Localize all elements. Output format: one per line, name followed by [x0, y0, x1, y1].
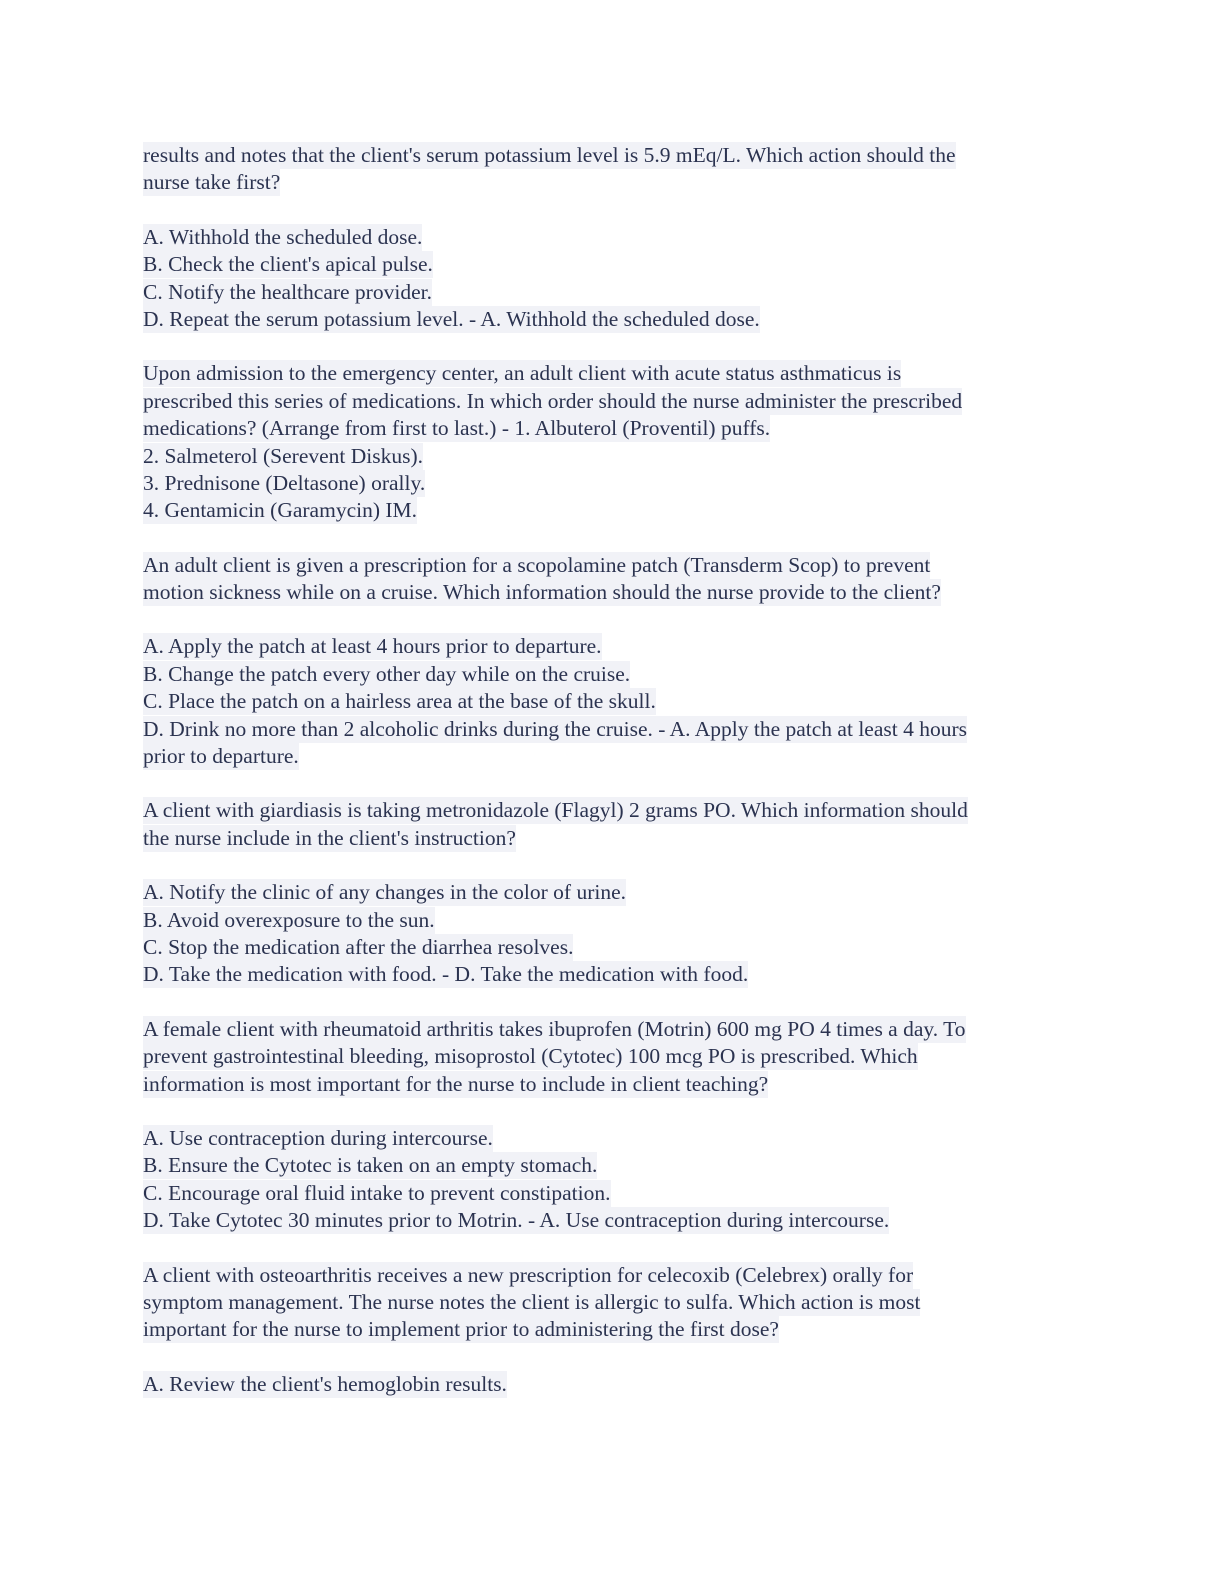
text-line-content: nurse take first? — [143, 170, 281, 195]
text-line-content: D. Repeat the serum potassium level. - A. Withhold the scheduled dose. — [143, 306, 760, 331]
text-line-content: D. Take the medication with food. - D. Take the medication with food. — [143, 962, 749, 987]
text-line — [143, 961, 1083, 988]
text-line — [143, 797, 1083, 824]
text-line — [143, 1207, 1083, 1234]
text-line — [143, 279, 1083, 306]
text-line-content: medications? (Arrange from first to last.) - 1. Albuterol (Proventil) puffs. — [143, 416, 771, 441]
text-line — [143, 661, 1083, 688]
text-block — [143, 360, 1083, 524]
text-line-content: information is most important for the nurse to include in client teaching? — [143, 1071, 769, 1096]
text-line — [143, 470, 1083, 497]
text-block — [143, 552, 1083, 607]
text-block — [143, 142, 1083, 197]
document-body — [143, 142, 1083, 1425]
text-line-content: A. Withhold the scheduled dose. — [143, 224, 423, 249]
text-line-content: B. Check the client's apical pulse. — [143, 252, 433, 277]
text-line-content: A. Notify the clinic of any changes in the color of urine. — [143, 880, 627, 905]
text-line-content: 3. Prednisone (Deltasone) orally. — [143, 470, 426, 495]
text-line — [143, 1371, 1083, 1398]
text-line-content: A. Apply the patch at least 4 hours prior to departure. — [143, 634, 602, 659]
text-line — [143, 224, 1083, 251]
text-line — [143, 497, 1083, 524]
text-line-content: C. Stop the medication after the diarrhea resolves. — [143, 934, 574, 959]
text-line-content: B. Avoid overexposure to the sun. — [143, 907, 435, 932]
text-block — [143, 1262, 1083, 1344]
text-line-content: symptom management. The nurse notes the client is allergic to sulfa. Which action is most — [143, 1289, 921, 1314]
text-line-content: the nurse include in the client's instruction? — [143, 825, 516, 850]
text-line-content: C. Place the patch on a hairless area at the base of the skull. — [143, 689, 656, 714]
text-line-content: prevent gastrointestinal bleeding, misoprostol (Cytotec) 100 mcg PO is prescribed. Which — [143, 1044, 918, 1069]
text-line — [143, 306, 1083, 333]
text-block — [143, 797, 1083, 852]
text-line-content: C. Encourage oral fluid intake to prevent constipation. — [143, 1180, 611, 1205]
text-line-content: Upon admission to the emergency center, an adult client with acute status asthmaticus is — [143, 361, 902, 386]
text-block — [143, 1125, 1083, 1235]
text-line — [143, 1125, 1083, 1152]
text-line — [143, 415, 1083, 442]
text-line-content: A client with osteoarthritis receives a new prescription for celecoxib (Celebrex) orally for — [143, 1262, 914, 1287]
text-line — [143, 1262, 1083, 1289]
text-line — [143, 688, 1083, 715]
text-line — [143, 388, 1083, 415]
text-line-content: An adult client is given a prescription for a scopolamine patch (Transderm Scop) to prevent — [143, 552, 931, 577]
text-line — [143, 879, 1083, 906]
text-line — [143, 1316, 1083, 1343]
text-line-content: A female client with rheumatoid arthritis takes ibuprofen (Motrin) 600 mg PO 4 times a day. To — [143, 1016, 966, 1041]
text-line — [143, 552, 1083, 579]
text-line-content: B. Ensure the Cytotec is taken on an empty stomach. — [143, 1153, 598, 1178]
text-line-content: A client with giardiasis is taking metronidazole (Flagyl) 2 grams PO. Which information should — [143, 798, 968, 823]
text-line-content: D. Take Cytotec 30 minutes prior to Motrin. - A. Use contraception during intercourse. — [143, 1208, 890, 1233]
text-line-content: A. Review the client's hemoglobin results. — [143, 1371, 507, 1396]
text-line-content: prior to departure. — [143, 744, 299, 769]
text-line-content: prescribed this series of medications. In which order should the nurse administer the prescribed — [143, 388, 963, 413]
text-block — [143, 633, 1083, 770]
text-line — [143, 716, 1083, 743]
text-line — [143, 1180, 1083, 1207]
text-line-content: A. Use contraception during intercourse. — [143, 1125, 493, 1150]
text-block — [143, 224, 1083, 334]
text-line — [143, 1071, 1083, 1098]
text-block — [143, 1016, 1083, 1098]
text-line-content: motion sickness while on a cruise. Which information should the nurse provide to the client? — [143, 580, 941, 605]
text-line — [143, 907, 1083, 934]
text-line — [143, 934, 1083, 961]
text-line — [143, 579, 1083, 606]
text-line-content: 2. Salmeterol (Serevent Diskus). — [143, 443, 424, 468]
text-block — [143, 879, 1083, 989]
text-line — [143, 825, 1083, 852]
text-line — [143, 743, 1083, 770]
text-line-content: C. Notify the healthcare provider. — [143, 279, 432, 304]
text-line — [143, 169, 1083, 196]
text-line — [143, 1043, 1083, 1070]
text-line — [143, 633, 1083, 660]
text-line — [143, 443, 1083, 470]
text-line — [143, 1289, 1083, 1316]
text-block — [143, 1371, 1083, 1398]
text-line — [143, 1152, 1083, 1179]
text-line-content: important for the nurse to implement prior to administering the first dose? — [143, 1317, 779, 1342]
text-line — [143, 360, 1083, 387]
text-line-content: 4. Gentamicin (Garamycin) IM. — [143, 498, 418, 523]
text-line — [143, 251, 1083, 278]
text-line-content: B. Change the patch every other day while on the cruise. — [143, 661, 631, 686]
text-line-content: results and notes that the client's serum potassium level is 5.9 mEq/L. Which action should the — [143, 143, 956, 167]
text-line — [143, 1016, 1083, 1043]
text-line-content: D. Drink no more than 2 alcoholic drinks during the cruise. - A. Apply the patch at least 4 hours — [143, 716, 967, 741]
text-line — [143, 142, 1083, 169]
